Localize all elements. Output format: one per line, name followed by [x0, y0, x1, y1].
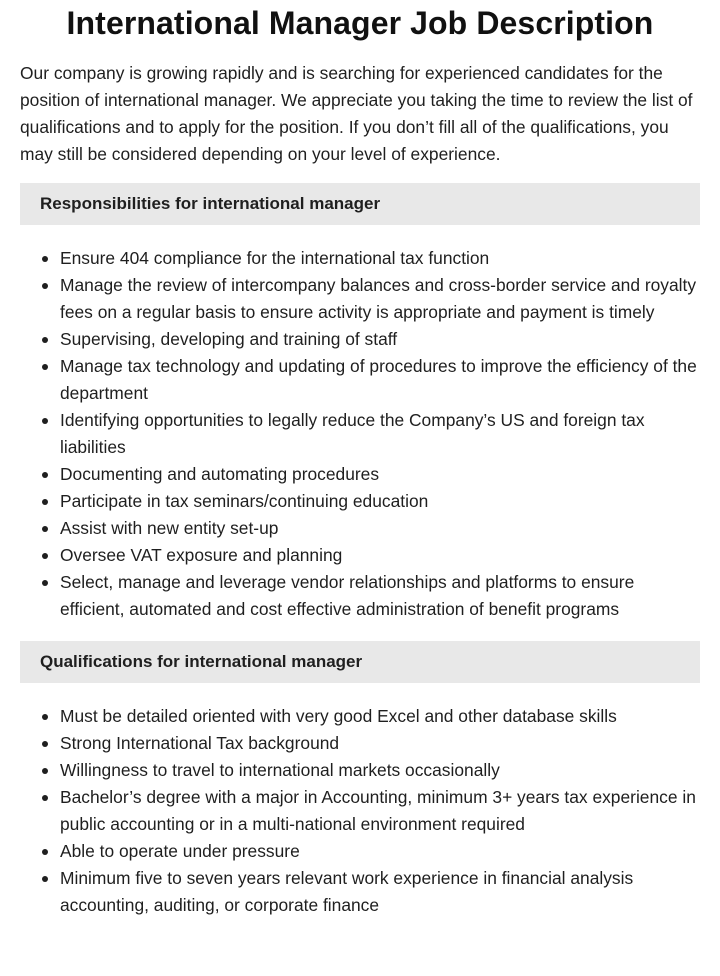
bullet-icon [42, 472, 48, 478]
bullet-icon [42, 364, 48, 370]
list-item [20, 865, 700, 919]
bullet-icon [42, 580, 48, 586]
intro-paragraph: Our company is growing rapidly and is searching for experienced candidates for the position of international manager. We appreciate you taking the time to review the list of qualifications and to apply for the position. If you don’t fill all of the qualifications, you may still be considered depending on your level of experience. [20, 63, 693, 164]
bullet-icon [42, 768, 48, 774]
bullet-icon [42, 256, 48, 262]
bullet-icon [42, 283, 48, 289]
list-item [20, 542, 700, 569]
bullet-icon [42, 741, 48, 747]
list-item-text: Minimum five to seven years relevant work experience in financial analysis accounting, auditing, or corporate finance [60, 868, 634, 915]
bullet-icon [42, 553, 48, 559]
list-item-text: Identifying opportunities to legally reduce the Company’s US and foreign tax liabilities [60, 410, 645, 457]
list-item [20, 703, 700, 730]
list-item-text: Manage tax technology and updating of procedures to improve the efficiency of the department [60, 356, 697, 403]
list-item-text: Able to operate under pressure [60, 841, 300, 861]
bullet-icon [42, 499, 48, 505]
list-item-text: Supervising, developing and training of staff [60, 329, 398, 349]
qualifications-list [20, 703, 700, 919]
bullet-icon [42, 418, 48, 424]
list-item-text: Documenting and automating procedures [60, 464, 380, 484]
list-item [20, 784, 700, 838]
list-item-text: Select, manage and leverage vendor relationships and platforms to ensure efficient, automated and cost effective administration of benefit programs [60, 572, 635, 619]
list-item-text: Assist with new entity set-up [60, 518, 279, 538]
responsibilities-heading: Responsibilities for international manager [20, 183, 700, 225]
list-item-text: Oversee VAT exposure and planning [60, 545, 343, 565]
list-item-text: Strong International Tax background [60, 733, 340, 753]
bullet-icon [42, 876, 48, 882]
list-item-text: Willingness to travel to international markets occasionally [60, 760, 500, 780]
page-title: International Manager Job Description [66, 5, 654, 41]
list-item [20, 272, 700, 326]
bullet-icon [42, 714, 48, 720]
list-item-text: Participate in tax seminars/continuing education [60, 491, 429, 511]
list-item-text: Bachelor’s degree with a major in Accounting, minimum 3+ years tax experience in public accounting or in a multi-national environment required [60, 787, 696, 834]
bullet-icon [42, 849, 48, 855]
bullet-icon [42, 337, 48, 343]
list-item-text: Manage the review of intercompany balances and cross-border service and royalty fees on a regular basis to ensure activity is appropriate and payment is timely [60, 275, 697, 322]
responsibilities-list [20, 245, 700, 623]
list-item [20, 730, 700, 757]
list-item [20, 326, 700, 353]
list-item [20, 407, 700, 461]
list-item [20, 245, 700, 272]
list-item-text: Must be detailed oriented with very good Excel and other database skills [60, 706, 617, 726]
bullet-icon [42, 795, 48, 801]
list-item [20, 838, 700, 865]
list-item [20, 515, 700, 542]
qualifications-heading: Qualifications for international manager [20, 641, 700, 683]
list-item [20, 353, 700, 407]
list-item [20, 488, 700, 515]
list-item [20, 757, 700, 784]
list-item [20, 461, 700, 488]
list-item-text: Ensure 404 compliance for the international tax function [60, 248, 490, 268]
list-item [20, 569, 700, 623]
bullet-icon [42, 526, 48, 532]
